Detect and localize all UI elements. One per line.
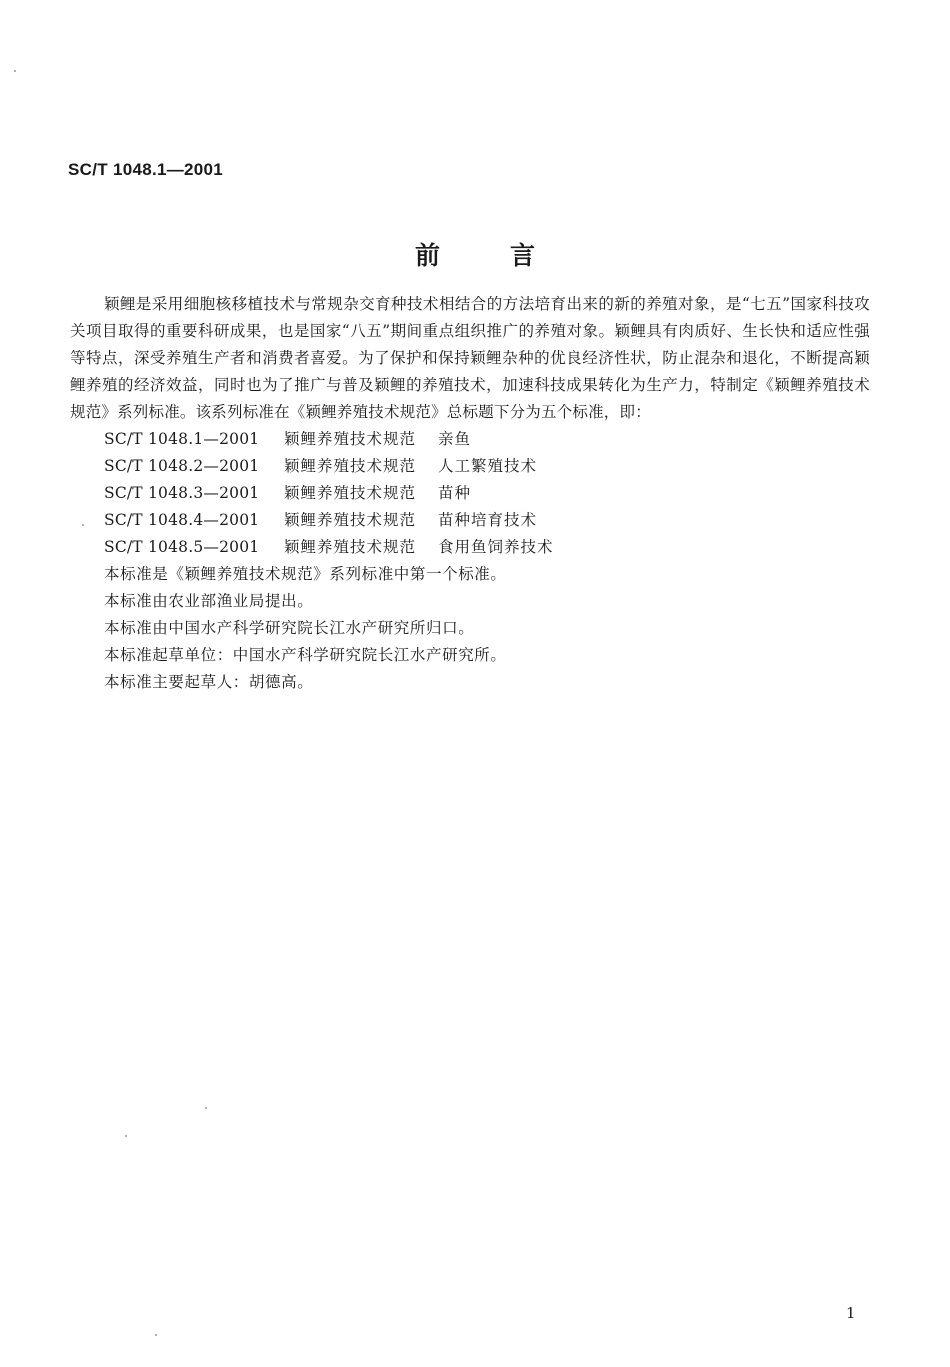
standard-series-title: 颖鲤养殖技术规范	[284, 511, 417, 529]
note-responsible-unit: 本标准由中国水产科学研究院长江水产研究所归口。	[104, 619, 475, 637]
note-main-drafter: 本标准主要起草人：胡德高。	[104, 673, 314, 691]
standard-code: SC/T 1048.3—2001	[104, 484, 260, 502]
scan-speck	[205, 1107, 207, 1109]
note-series-position: 本标准是《颖鲤养殖技术规范》系列标准中第一个标准。	[104, 565, 507, 583]
page-title: 前言	[414, 241, 605, 270]
standard-code: SC/T 1048.2—2001	[104, 457, 260, 475]
standard-item	[70, 534, 870, 561]
standard-part-title: 苗种培育技术	[438, 511, 538, 529]
scan-speck	[155, 1334, 157, 1336]
standard-series-title: 颖鲤养殖技术规范	[284, 430, 417, 448]
standard-part-title: 人工繁殖技术	[438, 457, 538, 475]
scan-speck	[125, 1135, 127, 1137]
standard-series-title: 颖鲤养殖技术规范	[284, 457, 417, 475]
standard-code: SC/T 1048.5—2001	[104, 538, 260, 556]
foreword-body	[70, 291, 870, 696]
standard-part-title: 亲鱼	[438, 430, 472, 448]
standard-item	[70, 480, 870, 507]
scan-speck	[14, 70, 16, 72]
standard-item	[70, 453, 870, 480]
standard-part-title: 苗种	[438, 484, 472, 502]
note-proposer: 本标准由农业部渔业局提出。	[104, 592, 314, 610]
page-number: 1	[846, 1304, 856, 1322]
scan-speck	[82, 524, 84, 526]
note-drafting-unit: 本标准起草单位：中国水产科学研究院长江水产研究所。	[104, 646, 507, 664]
standard-code: SC/T 1048.1—2001	[104, 430, 260, 448]
standard-item	[70, 426, 870, 453]
intro-paragraph: 颖鲤是采用细胞核移植技术与常规杂交育种技术相结合的方法培育出来的新的养殖对象，是“七五”国家科技攻关项目取得的重要科研成果，也是国家“八五”期间重点组织推广的养殖对象。颖鲤具有肉质好、生长快和适应性强等特点，深受养殖生产者和消费者喜爱。为了保护和保持颖鲤杂种的优良经济性状，防止混杂和退化，不断提高颖鲤养殖的经济效益，同时也为了推广与普及颖鲤的养殖技术，加速科技成果转化为生产力，特制定《颖鲤养殖技术规范》系列标准。该系列标准在《颖鲤养殖技术规范》总标题下分为五个标准，即：	[70, 295, 870, 421]
standard-part-title: 食用鱼饲养技术	[438, 538, 554, 556]
standard-item	[70, 507, 870, 534]
standard-series-title: 颖鲤养殖技术规范	[284, 538, 417, 556]
standard-series-title: 颖鲤养殖技术规范	[284, 484, 417, 502]
standard-code-header: SC/T 1048.1—2001	[68, 160, 224, 179]
standard-code: SC/T 1048.4—2001	[104, 511, 260, 529]
standards-list	[70, 426, 870, 561]
